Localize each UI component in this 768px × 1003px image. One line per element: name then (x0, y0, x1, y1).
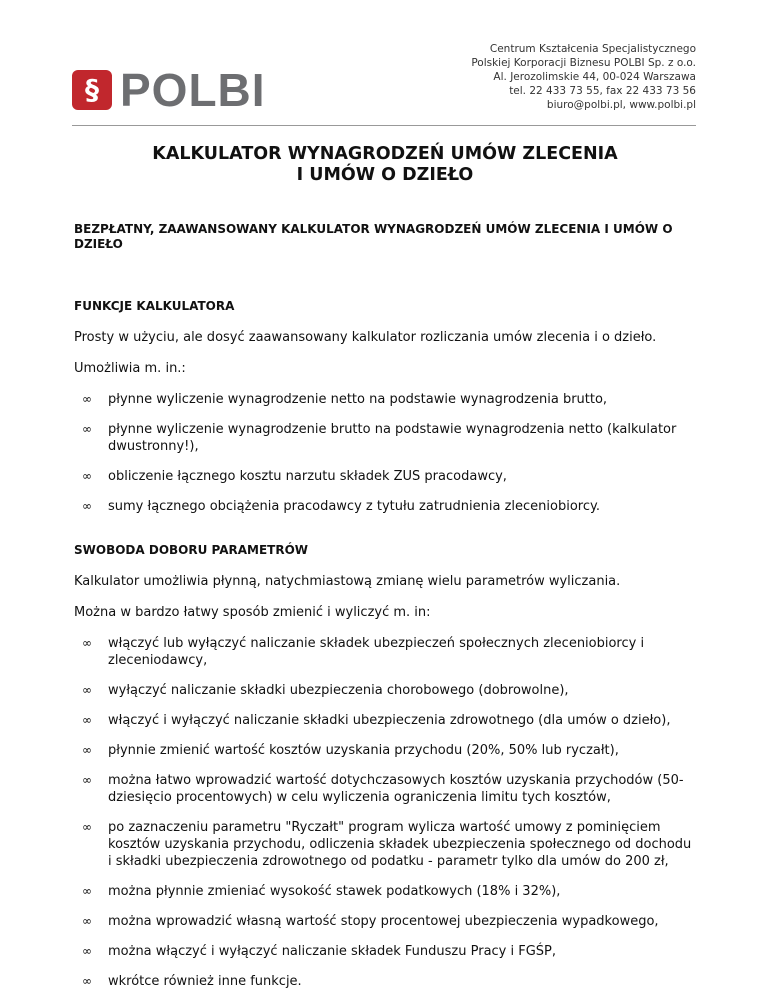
document-body (74, 140, 696, 1003)
list-item-text: po zaznaczeniu parametru "Ryczałt" program wylicza wartość umowy z pominięciem kosztów uzyskania przychodu, odliczenia składek ubezpieczenia społecznego od dochodu i składki ubezpieczenia zdrowotnego od podatku - parametr tylko dla umów do 200 zł, (108, 820, 692, 869)
section-intro: Kalkulator umożliwia płynną, natychmiastową zmianę wielu parametrów wyliczania. (74, 574, 621, 589)
list-item-text: płynne wyliczenie wynagrodzenie brutto na podstawie wynagrodzenia netto (kalkulator dwustronny!), (108, 422, 677, 454)
infinity-bullet-icon: ∞ (82, 944, 92, 958)
list-item-text: obliczenie łącznego kosztu narzutu składek ZUS pracodawcy, (108, 469, 507, 484)
list-item-text: płynne wyliczenie wynagrodzenie netto na podstawie wynagrodzenia brutto, (108, 392, 608, 407)
infinity-bullet-icon: ∞ (82, 974, 92, 988)
infinity-bullet-icon: ∞ (82, 884, 92, 898)
functions-list (74, 391, 696, 515)
list-item (74, 973, 696, 990)
infinity-bullet-icon: ∞ (82, 914, 92, 928)
list-item-text: włączyć i wyłączyć naliczanie składki ubezpieczenia zdrowotnego (dla umów o dzieło), (108, 713, 671, 728)
list-item (74, 468, 696, 485)
list-item-text: płynnie zmienić wartość kosztów uzyskania przychodu (20%, 50% lub ryczałt), (108, 743, 619, 758)
list-item-text: wyłączyć naliczanie składki ubezpieczenia chorobowego (dobrowolne), (108, 683, 569, 698)
infinity-bullet-icon: ∞ (82, 773, 92, 787)
list-item-text: sumy łącznego obciążenia pracodawcy z tytułu zatrudnienia zleceniobiorcy. (108, 499, 600, 514)
infinity-bullet-icon: ∞ (82, 820, 92, 834)
section-intro: Prosty w użyciu, ale dosyć zaawansowany kalkulator rozliczania umów zlecenia i o dzieło. (74, 330, 657, 345)
list-item (74, 943, 696, 960)
section-heading-parameters: SWOBODA DOBORU PARAMETRÓW (74, 543, 309, 557)
company-contact-block (471, 42, 696, 112)
list-item (74, 421, 696, 455)
contact-line: Polskiej Korporacji Biznesu POLBI Sp. z o.o. (471, 57, 696, 69)
infinity-bullet-icon: ∞ (82, 499, 92, 513)
title-line: KALKULATOR WYNAGRODZEŃ UMÓW ZLECENIA (152, 144, 618, 164)
infinity-bullet-icon: ∞ (82, 422, 92, 436)
document-title (74, 144, 696, 186)
title-line: I UMÓW O DZIEŁO (296, 165, 474, 185)
list-item (74, 883, 696, 900)
list-item-text: włączyć lub wyłączyć naliczanie składek ubezpieczeń społecznych zleceniobiorcy i zleceniodawcy, (108, 636, 645, 668)
header-divider (72, 125, 696, 126)
list-item (74, 498, 696, 515)
document-subtitle: BEZPŁATNY, ZAAWANSOWANY KALKULATOR WYNAGRODZEŃ UMÓW ZLECENIA I UMÓW O DZIEŁO (74, 222, 673, 251)
parameters-list (74, 635, 696, 990)
list-item-text: można wprowadzić własną wartość stopy procentowej ubezpieczenia wypadkowego, (108, 914, 659, 929)
list-item (74, 635, 696, 669)
contact-line: biuro@polbi.pl, www.polbi.pl (546, 99, 696, 111)
infinity-bullet-icon: ∞ (82, 636, 92, 650)
infinity-bullet-icon: ∞ (82, 683, 92, 697)
list-item (74, 712, 696, 729)
section-sign-icon: § (72, 70, 112, 110)
polbi-logo (72, 64, 266, 116)
list-item-text: można włączyć i wyłączyć naliczanie składek Funduszu Pracy i FGŚP, (108, 944, 557, 959)
list-item-text: można łatwo wprowadzić wartość dotychczasowych kosztów uzyskania przychodów (50-dziesięcio procentowych) w celu wyliczenia ograniczenia limitu tych kosztów, (108, 773, 684, 805)
contact-line: Al. Jerozolimskie 44, 00-024 Warszawa (493, 71, 696, 83)
section-lead: Umożliwia m. in.: (74, 361, 186, 376)
list-item (74, 772, 696, 806)
list-item-text: można płynnie zmieniać wysokość stawek podatkowych (18% i 32%), (108, 884, 561, 899)
list-item (74, 819, 696, 870)
list-item (74, 391, 696, 408)
section-heading-functions: FUNKCJE KALKULATORA (74, 299, 235, 313)
contact-line: tel. 22 433 73 55, fax 22 433 73 56 (509, 85, 696, 97)
infinity-bullet-icon: ∞ (82, 392, 92, 406)
list-item (74, 913, 696, 930)
logo-wordmark: POLBI (120, 64, 266, 116)
infinity-bullet-icon: ∞ (82, 743, 92, 757)
section-lead: Można w bardzo łatwy sposób zmienić i wyliczyć m. in: (74, 605, 431, 620)
infinity-bullet-icon: ∞ (82, 713, 92, 727)
list-item (74, 742, 696, 759)
list-item-text: wkrótce również inne funkcje. (108, 974, 302, 989)
list-item (74, 682, 696, 699)
infinity-bullet-icon: ∞ (82, 469, 92, 483)
contact-line: Centrum Kształcenia Specjalistycznego (489, 43, 696, 55)
